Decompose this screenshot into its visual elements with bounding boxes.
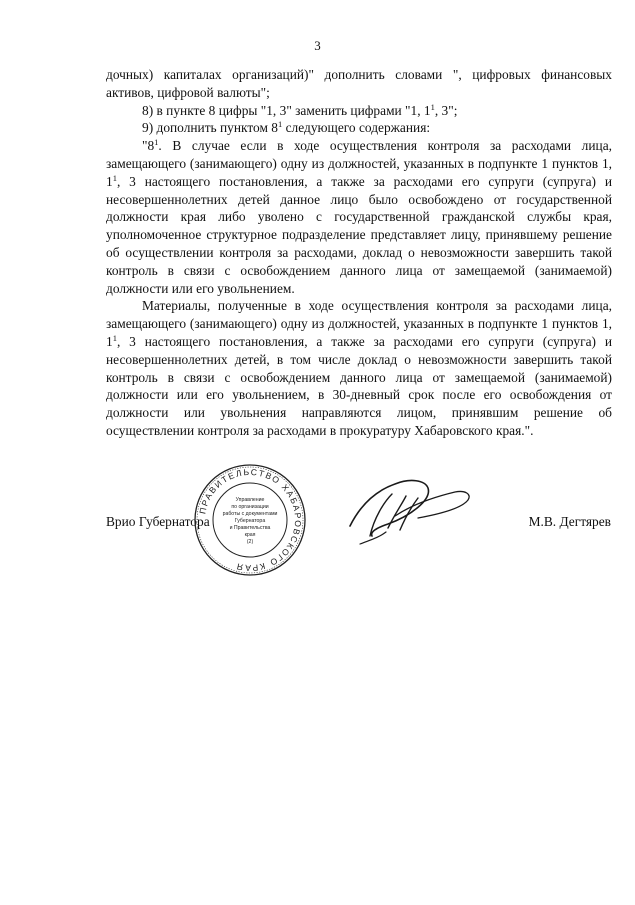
page-number: 3 [314, 38, 321, 53]
svg-text:Губернатора: Губернатора [234, 518, 266, 524]
official-seal [193, 463, 307, 577]
signatory-position: Врио Губернатора [106, 514, 210, 529]
paragraph-clause-8-1: "$8^1$. В случае если в ходе осуществления контроля за расходами лица, замещающего (занимающего) одну из должностей, указанных в подпункте 1 пунктов 1, $1^1$, 3 настоящего постановления, а также за расходами его супруги (супруга) и несовершеннолетних детей данное лицо было освобождено от государственной должности края либо уволено с государственной гражданской службы края, уполномоченное структурное подразделение представляет лицу, принявшему решение об осуществлении контроля за расходами, доклад о невозможности завершить такой контроль в связи с освобождением данного лица от замещаемой (занимаемой) должности или его увольнением. [106, 137, 612, 296]
svg-text:края: края [244, 532, 256, 538]
paragraph-materials: Материалы, полученные в ходе осуществления контроля за расходами лица, замещающего (занимающего) одну из должностей, указанных в подпункте 1 пунктов 1, $1^1$, 3 настоящего постановления, а также за расходами его супруги (супруга) и несовершеннолетних детей, в том числе доклад о невозможности завершить такой контроль в связи с освобождением данного лица от замещаемой (занимаемой) должности или его увольнением, в 30-дневный срок после его освобождения от должности или увольнения направляются лицом, принявшим решение об осуществлении контроля за расходами в прокуратуру Хабаровского края.". [106, 298, 612, 438]
handwritten-signature [340, 466, 480, 556]
svg-text:работы с документами: работы с документами [222, 511, 278, 517]
paragraph-continuation: дочных) капиталах организаций)" дополнить словами ", цифровых финансовых активов, цифровой валюты"; [106, 67, 612, 100]
document-body [106, 66, 612, 440]
signatory-name: М.В. Дегтярев [528, 514, 611, 529]
svg-text:Управление: Управление [235, 497, 265, 503]
seal-center-text [223, 497, 278, 545]
svg-text:и Правительства: и Правительства [229, 525, 271, 531]
svg-text:по организации: по организации [231, 504, 269, 510]
paragraph-item-9: 9) дополнить пунктом $8^1$ следующего содержания: [142, 119, 431, 136]
seal-ring-text: ПРАВИТЕЛЬСТВО ХАБАРОВСКОГО КРАЯ [197, 466, 304, 574]
svg-text:(2): (2) [246, 539, 254, 545]
paragraph-item-8: 8) в пункте 8 цифры "1, 3" заменить цифрами "1, $1^1$, 3"; [142, 101, 458, 118]
